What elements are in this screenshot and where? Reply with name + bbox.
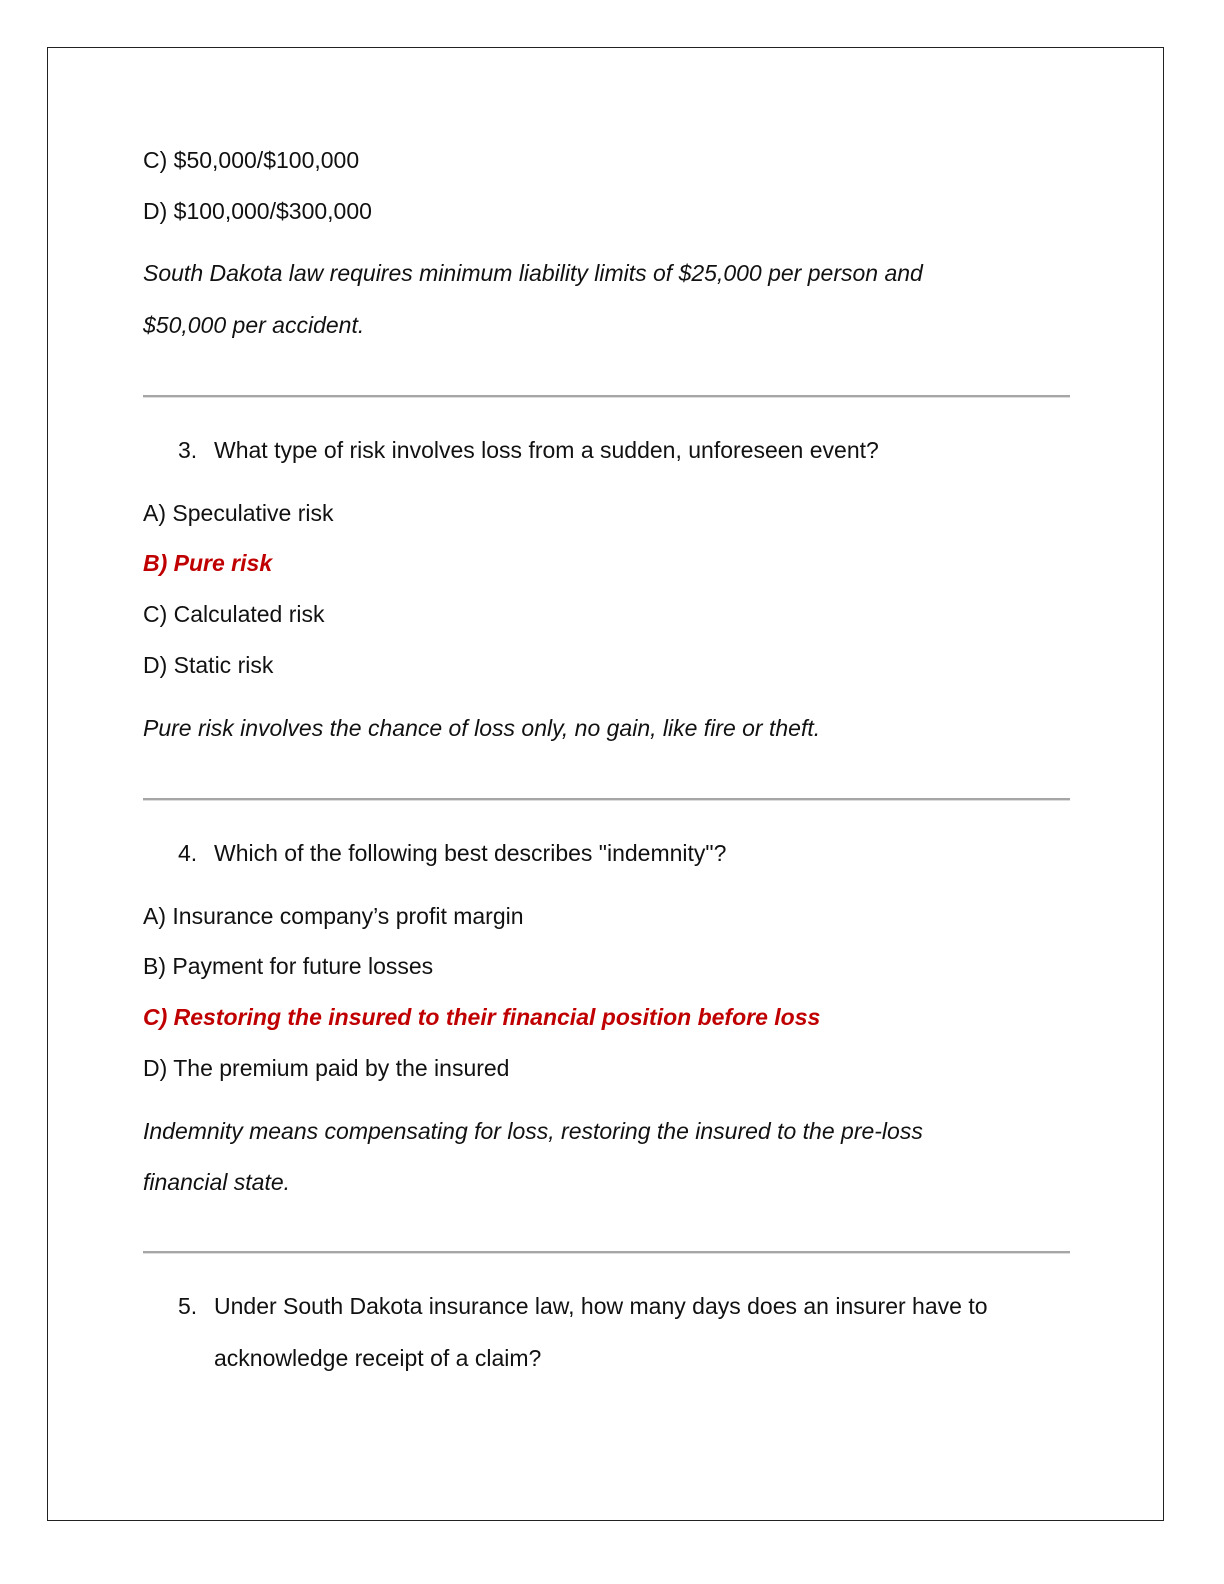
question-number: 5. bbox=[178, 1293, 198, 1319]
option-a: A) Insurance company’s profit margin bbox=[143, 903, 524, 929]
section-divider bbox=[143, 798, 1070, 800]
option-d: D) Static risk bbox=[143, 652, 274, 678]
explanation-text: South Dakota law requires minimum liability limits of $25,000 per person and bbox=[143, 260, 923, 286]
option-c: C) Calculated risk bbox=[143, 601, 325, 627]
option-c: C) $50,000/$100,000 bbox=[143, 147, 360, 173]
section-divider bbox=[143, 395, 1070, 397]
question-text: acknowledge receipt of a claim? bbox=[214, 1345, 542, 1371]
question-text: What type of risk involves loss from a sudden, unforeseen event? bbox=[214, 437, 879, 463]
question-text: Which of the following best describes "indemnity"? bbox=[214, 840, 727, 866]
question-number: 3. bbox=[178, 437, 198, 463]
option-b: B) Payment for future losses bbox=[143, 953, 434, 979]
section-divider bbox=[143, 1251, 1070, 1253]
correct-answer-option: C) Restoring the insured to their financial position before loss bbox=[143, 1004, 821, 1030]
question-number: 4. bbox=[178, 840, 198, 866]
explanation-text: $50,000 per accident. bbox=[143, 312, 365, 338]
explanation-text: financial state. bbox=[143, 1169, 291, 1195]
explanation-text: Pure risk involves the chance of loss only, no gain, like fire or theft. bbox=[143, 715, 821, 741]
option-d: D) $100,000/$300,000 bbox=[143, 198, 372, 224]
explanation-text: Indemnity means compensating for loss, restoring the insured to the pre-loss bbox=[143, 1118, 923, 1144]
option-d: D) The premium paid by the insured bbox=[143, 1055, 510, 1081]
question-text: Under South Dakota insurance law, how many days does an insurer have to bbox=[214, 1293, 988, 1319]
correct-answer-option: B) Pure risk bbox=[143, 550, 273, 576]
option-a: A) Speculative risk bbox=[143, 500, 334, 526]
